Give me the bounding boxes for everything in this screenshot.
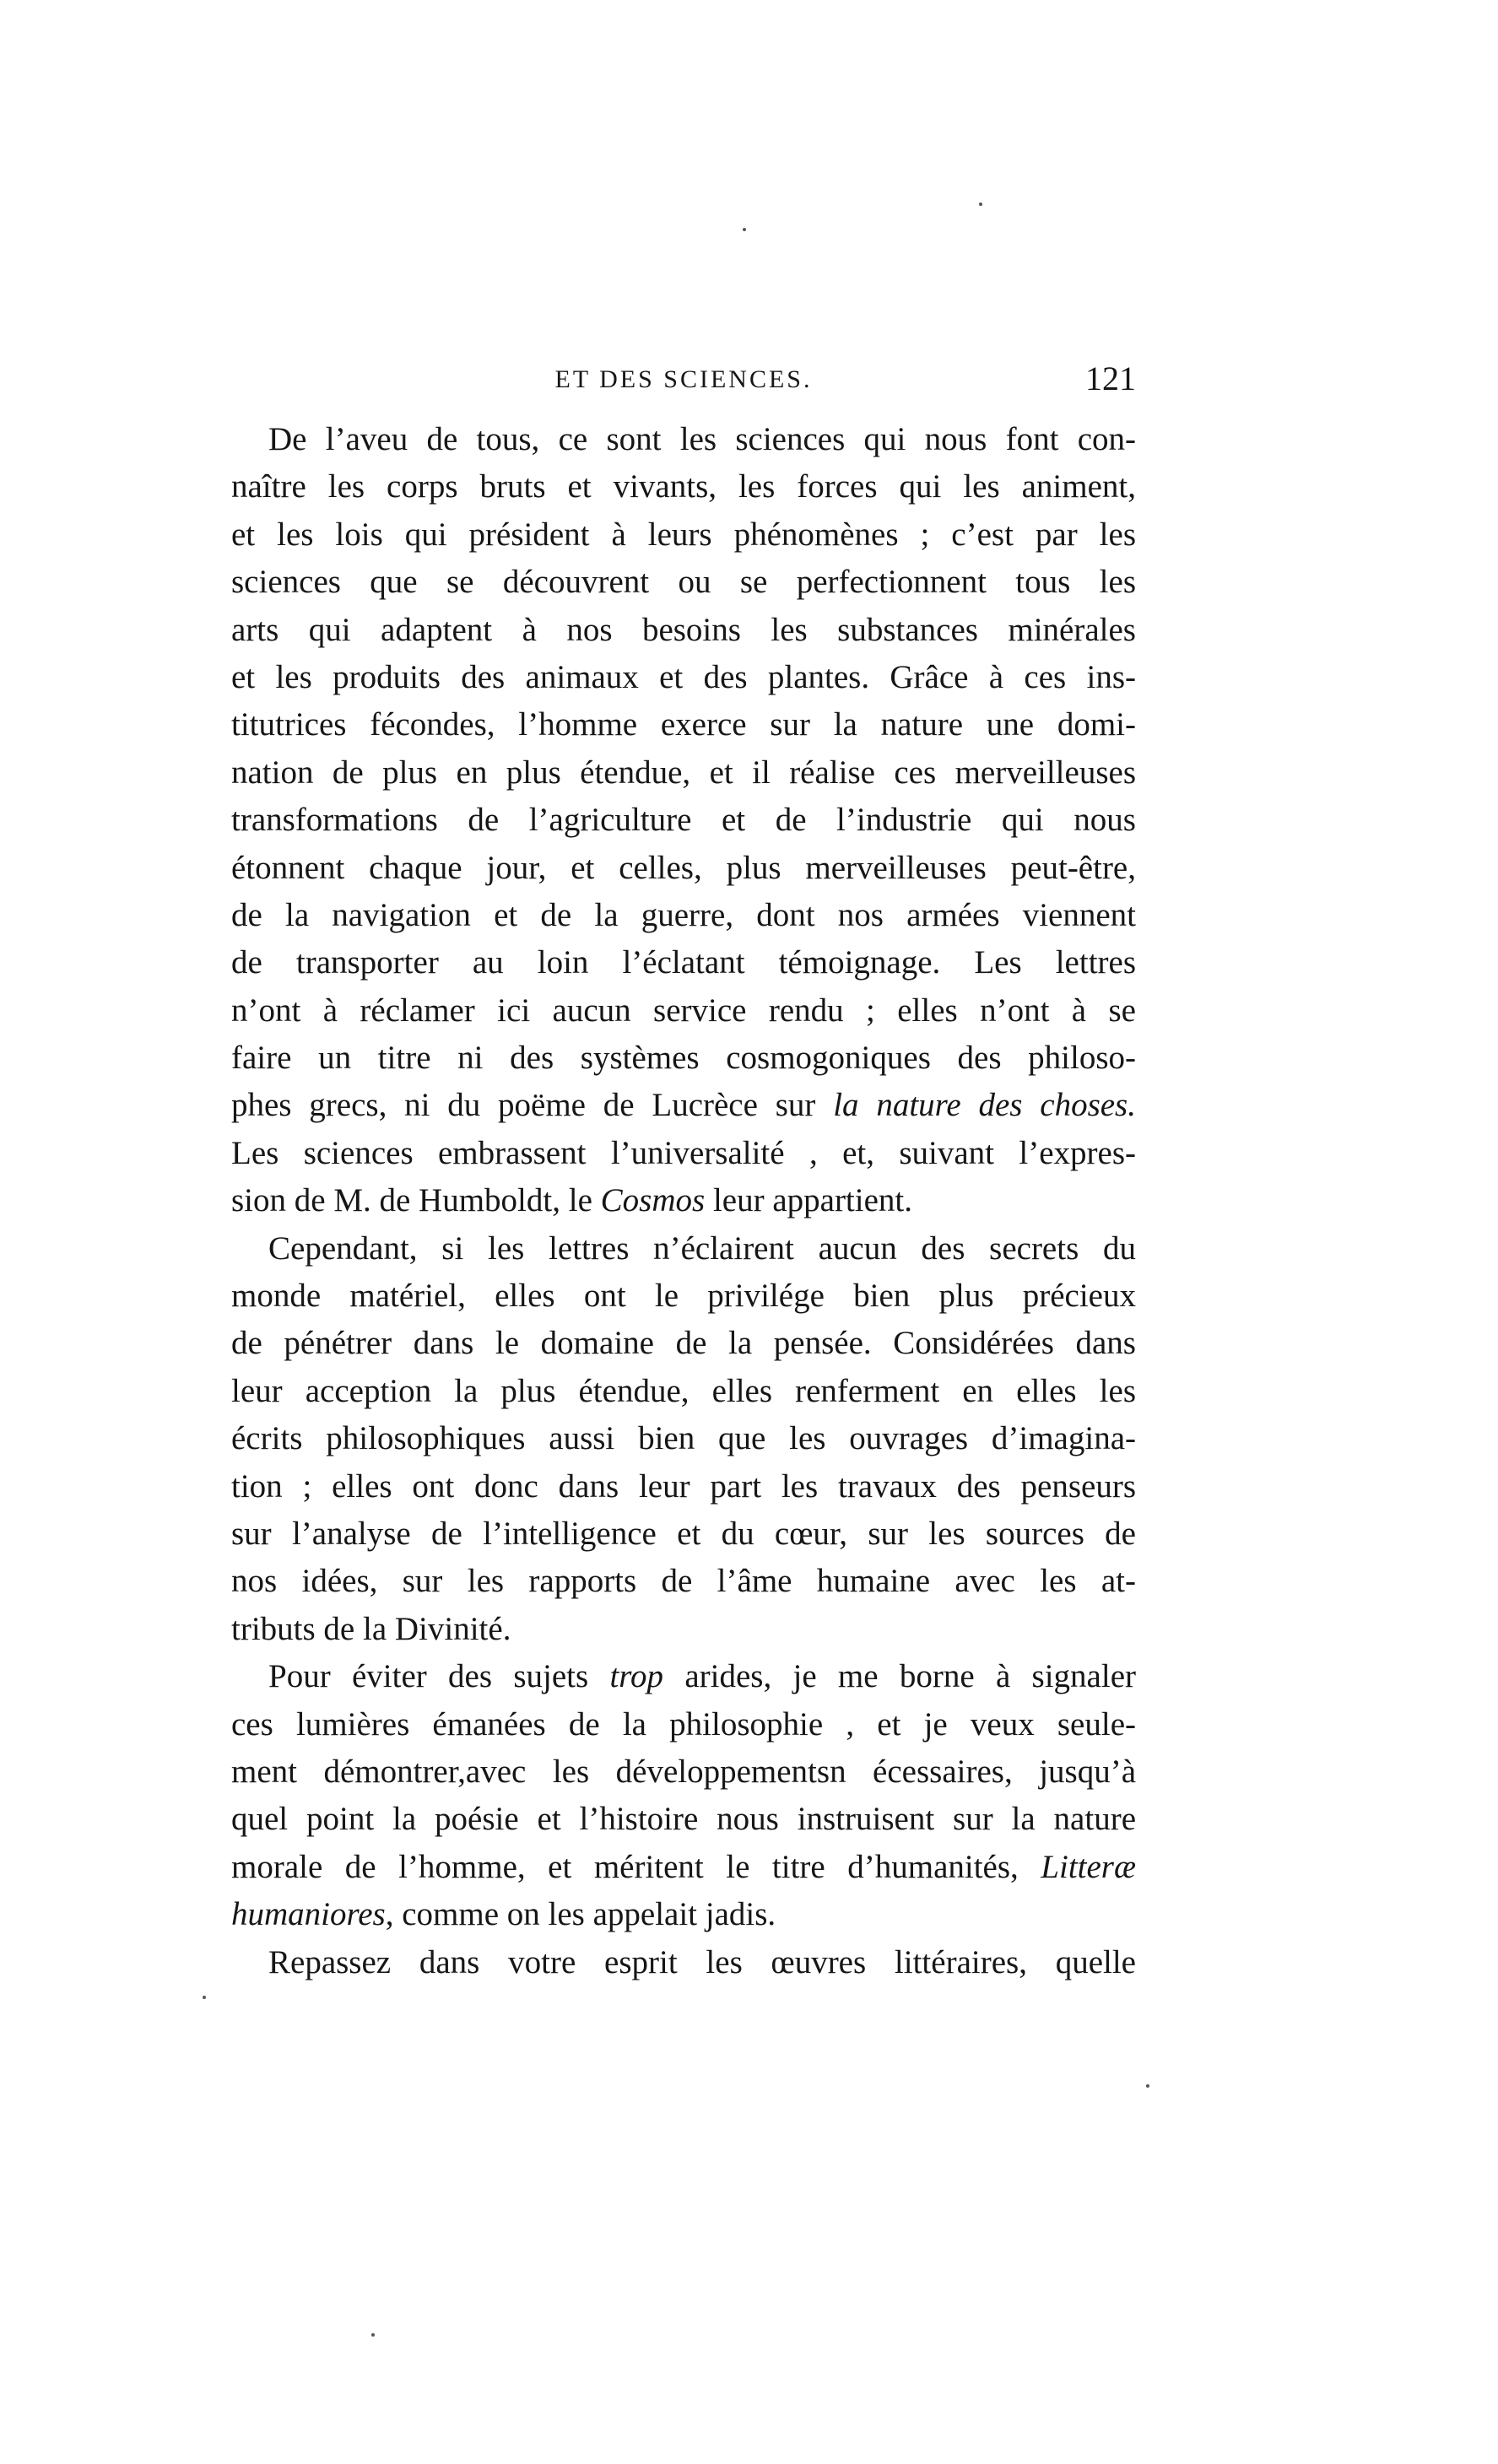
italic-text: trop (609, 1658, 664, 1695)
text-segment: quel point la poésie et l’histoire nous instruisent sur la nature (231, 1801, 1136, 1838)
text-line (231, 1273, 1136, 1320)
text-line (231, 1796, 1136, 1843)
text-line (231, 797, 1136, 844)
italic-text: la nature des choses. (833, 1087, 1136, 1124)
text-line (231, 416, 1136, 463)
text-segment: monde matériel, elles ont le privilége bien plus précieux (231, 1278, 1136, 1315)
text-segment: sion de M. de Humboldt, le (231, 1182, 601, 1219)
text-segment: tributs de la Divinité. (231, 1610, 511, 1647)
text-segment: sciences que se découvrent ou se perfectionnent tous les (231, 564, 1136, 601)
text-line (231, 1368, 1136, 1415)
text-line (231, 1653, 1136, 1700)
text-line (231, 1225, 1136, 1273)
text-line (231, 1558, 1136, 1605)
text-segment: leur acception la plus étendue, elles renferment en elles les (231, 1372, 1136, 1409)
text-segment: tion ; elles ont donc dans leur part les travaux des penseurs (231, 1467, 1136, 1505)
text-line (231, 654, 1136, 701)
italic-text: Litteræ (1041, 1848, 1136, 1885)
text-segment: arts qui adaptent à nos besoins les substances minérales (231, 611, 1136, 648)
text-segment: et les lois qui président à leurs phénomènes ; c’est par les (231, 516, 1136, 553)
running-head-title: ET DES SCIENCES. (554, 365, 813, 393)
text-line (231, 1891, 1136, 1938)
text-line (231, 607, 1136, 654)
text-line (231, 1082, 1136, 1129)
text-segment: n’ont à réclamer ici aucun service rendu ; elles n’ont à se (231, 992, 1136, 1029)
text-segment: de la navigation et de la guerre, dont nos armées viennent (231, 896, 1136, 933)
text-segment: morale de l’homme, et méritent le titre d’humanités, (231, 1848, 1041, 1885)
italic-text: Cosmos (600, 1182, 706, 1219)
text-segment: titutrices fécondes, l’homme exerce sur la nature une domi- (231, 706, 1136, 743)
text-segment: sur l’analyse de l’intelligence et du cœur, sur les sources de (231, 1515, 1136, 1552)
text-segment: Repassez dans votre esprit les œuvres littéraires, quelle (268, 1943, 1136, 1980)
text-line (231, 892, 1136, 939)
page-number: 121 (1085, 359, 1136, 397)
text-segment: étonnent chaque jour, et celles, plus merveilleuses peut-être, (231, 849, 1136, 886)
text-line (231, 1035, 1136, 1082)
text-segment: Les sciences embrassent l’universalité , et, suivant l’expres- (231, 1134, 1136, 1171)
text-line (231, 701, 1136, 748)
text-line (231, 1606, 1136, 1653)
text-line (231, 1939, 1136, 1986)
text-segment: ces lumières émanées de la philosophie , et je veux seule- (231, 1705, 1136, 1743)
text-segment: de transporter au loin l’éclatant témoignage. Les lettres (231, 944, 1136, 981)
text-line (231, 1320, 1136, 1367)
text-line (231, 1177, 1136, 1224)
text-segment: Cependant, si les lettres n’éclairent aucun des secrets du (268, 1229, 1136, 1267)
text-line (231, 1130, 1136, 1177)
text-line (231, 987, 1136, 1035)
text-line (231, 1844, 1136, 1891)
text-line (231, 559, 1136, 606)
text-segment: transformations de l’agriculture et de l’industrie qui nous (231, 802, 1136, 839)
text-line (231, 1510, 1136, 1558)
body-text (231, 416, 1136, 1986)
text-segment: faire un titre ni des systèmes cosmogoniques des philoso- (231, 1040, 1136, 1077)
text-line (231, 939, 1136, 986)
text-line (231, 1415, 1136, 1462)
text-segment: arides, je me borne à signaler (663, 1658, 1136, 1695)
text-segment: , comme on les appelait jadis. (385, 1896, 776, 1933)
italic-text: humaniores (231, 1896, 386, 1933)
text-line (231, 749, 1136, 797)
text-line (231, 463, 1136, 511)
text-line (231, 1701, 1136, 1748)
text-segment: et les produits des animaux et des plantes. Grâce à ces ins- (231, 658, 1136, 695)
scan-speck (743, 228, 746, 231)
text-segment: naître les corps bruts et vivants, les forces qui les animent, (231, 468, 1136, 505)
text-segment: phes grecs, ni du poëme de Lucrèce sur (231, 1087, 834, 1124)
scan-speck (371, 2333, 375, 2337)
text-segment: ment démontrer,avec les développementsn écessaires, jusqu’à (231, 1753, 1136, 1790)
text-segment: De l’aveu de tous, ce sont les sciences qui nous font con- (268, 421, 1136, 457)
running-head (231, 359, 1136, 401)
text-segment: nation de plus en plus étendue, et il réalise ces merveilleuses (231, 754, 1136, 791)
text-line (231, 1463, 1136, 1510)
text-segment: nos idées, sur les rapports de l’âme humaine avec les at- (231, 1563, 1136, 1600)
text-segment: Pour éviter des sujets (268, 1658, 610, 1695)
text-line (231, 511, 1136, 559)
text-line (231, 845, 1136, 892)
text-segment: de pénétrer dans le domaine de la pensée. Considérées dans (231, 1325, 1136, 1362)
text-segment: leur appartient. (705, 1182, 912, 1219)
scan-speck (203, 1996, 206, 1999)
scan-speck (1146, 2084, 1149, 2088)
scan-speck (979, 203, 982, 206)
text-line (231, 1748, 1136, 1796)
text-segment: écrits philosophiques aussi bien que les ouvrages d’imagina- (231, 1420, 1136, 1457)
